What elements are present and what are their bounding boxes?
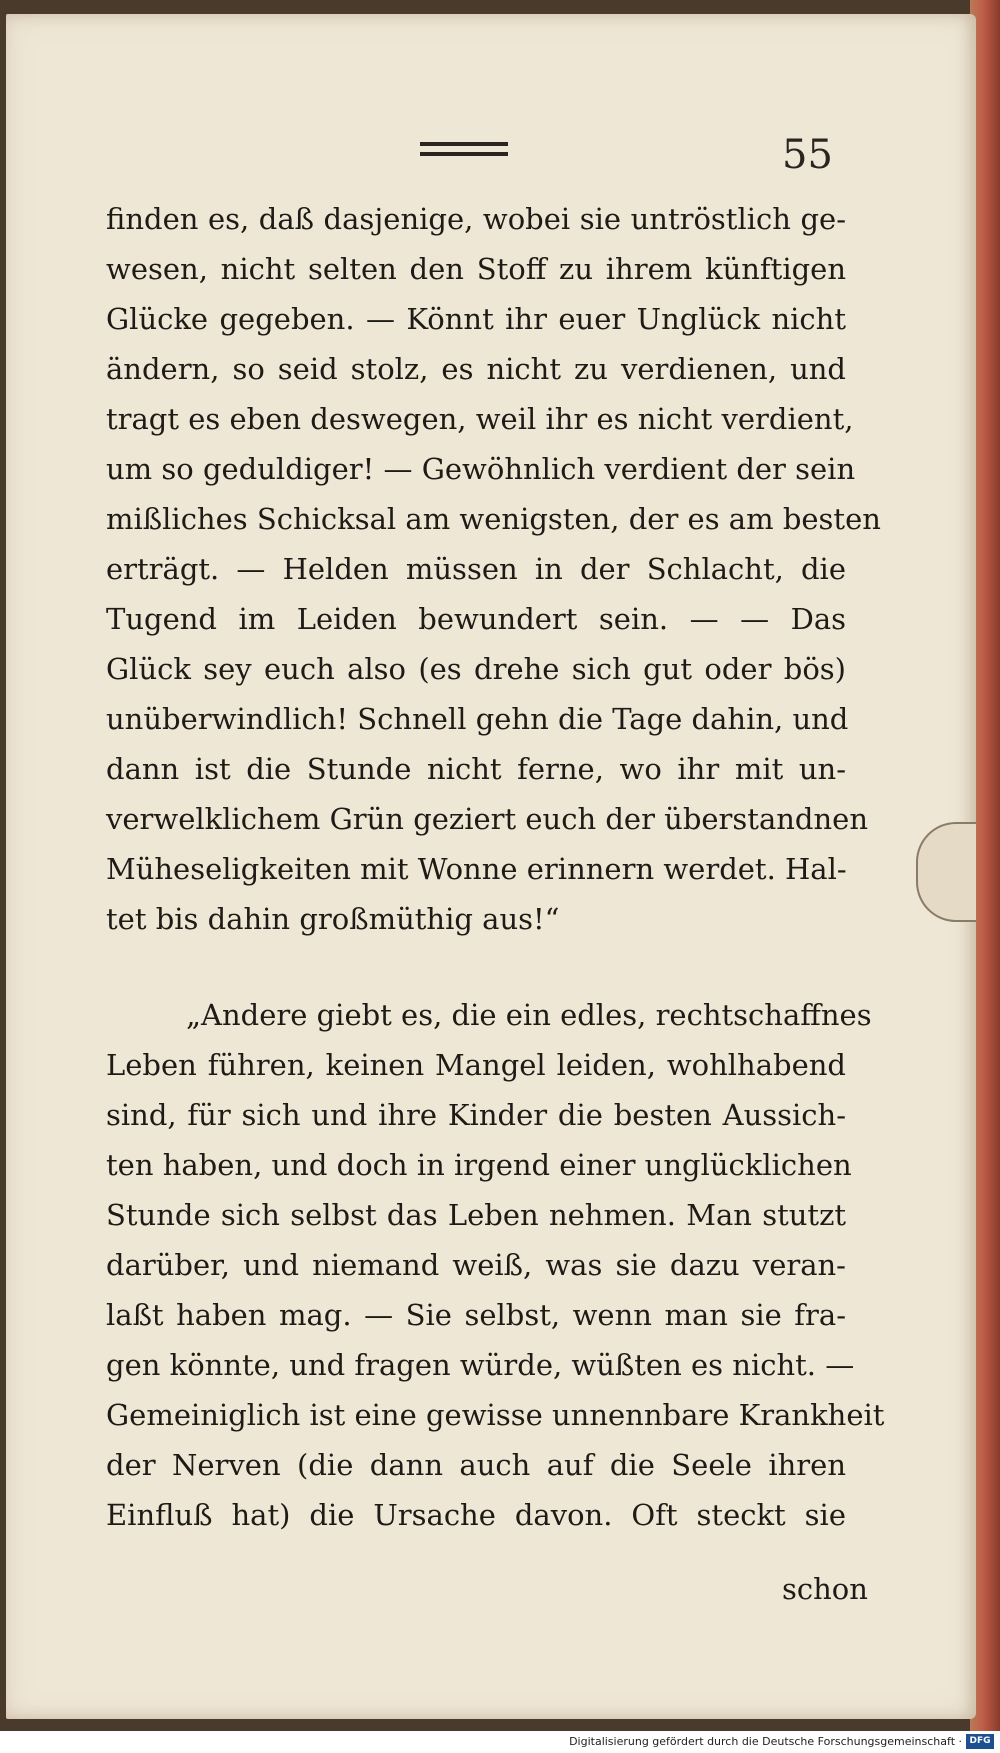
- text-line: wesen, nicht selten den Stoff zu ihrem künftigen: [106, 252, 846, 286]
- text-line: ändern, so seid stolz, es nicht zu verdienen, und: [106, 352, 846, 386]
- text-line: Leben führen, keinen Mangel leiden, wohlhabend: [106, 1048, 846, 1082]
- page-tab-marker: [916, 822, 976, 922]
- text-line: verwelklichem Grün geziert euch der überstandnen: [106, 802, 869, 836]
- catchword: schon: [782, 1572, 868, 1606]
- text-line: der Nerven (die dann auch auf die Seele ihren: [106, 1448, 846, 1482]
- text-line: gen könnte, und fragen würde, wüßten es nicht. —: [106, 1348, 855, 1382]
- text-line: Tugend im Leiden bewundert sein. — — Das: [106, 602, 846, 636]
- footer-credit: Digitalisierung gefördert durch die Deutsche Forschungsgemeinschaft ·: [569, 1735, 962, 1748]
- text-line: sind, für sich und ihre Kinder die besten Aussich-: [106, 1098, 846, 1132]
- text-line: ten haben, und doch in irgend einer unglücklichen: [106, 1148, 852, 1182]
- text-line: Stunde sich selbst das Leben nehmen. Man stutzt: [106, 1198, 846, 1232]
- text-line: Müheseligkeiten mit Wonne erinnern werdet. Hal-: [106, 852, 847, 886]
- text-line: „Andere giebt es, die ein edles, rechtschaffnes: [186, 998, 872, 1032]
- text-line: dann ist die Stunde nicht ferne, wo ihr mit un-: [106, 752, 846, 786]
- text-line: laßt haben mag. — Sie selbst, wenn man sie fra-: [106, 1298, 846, 1332]
- text-line: Gemeiniglich ist eine gewisse unnennbare Krankheit: [106, 1398, 885, 1432]
- paragraph-gap: [106, 944, 846, 990]
- text-line: Glücke gegeben. — Könnt ihr euer Unglück nicht: [106, 302, 846, 336]
- header-ornament-rule: [420, 142, 508, 156]
- text-line: unüberwindlich! Schnell gehn die Tage dahin, und: [106, 702, 849, 736]
- text-line: tet bis dahin großmüthig aus!“: [106, 902, 560, 936]
- text-line: finden es, daß dasjenige, wobei sie untröstlich ge-: [106, 202, 846, 236]
- text-line: mißliches Schicksal am wenigsten, der es am besten: [106, 502, 881, 536]
- text-line: darüber, und niemand weiß, was sie dazu veran-: [106, 1248, 846, 1282]
- footer-bar: [0, 1731, 1000, 1753]
- body-text: [106, 194, 885, 1540]
- text-line: erträgt. — Helden müssen in der Schlacht, die: [106, 552, 846, 586]
- text-line: Glück sey euch also (es drehe sich gut oder bös): [106, 652, 846, 686]
- book-page: [6, 14, 976, 1719]
- text-line: tragt es eben deswegen, weil ihr es nicht verdient,: [106, 402, 854, 436]
- text-line: um so geduldiger! — Gewöhnlich verdient der sein: [106, 452, 856, 486]
- page-number: 55: [782, 132, 833, 178]
- dfg-logo: DFG: [966, 1734, 994, 1749]
- text-line: Einfluß hat) die Ursache davon. Oft steckt sie: [106, 1498, 846, 1532]
